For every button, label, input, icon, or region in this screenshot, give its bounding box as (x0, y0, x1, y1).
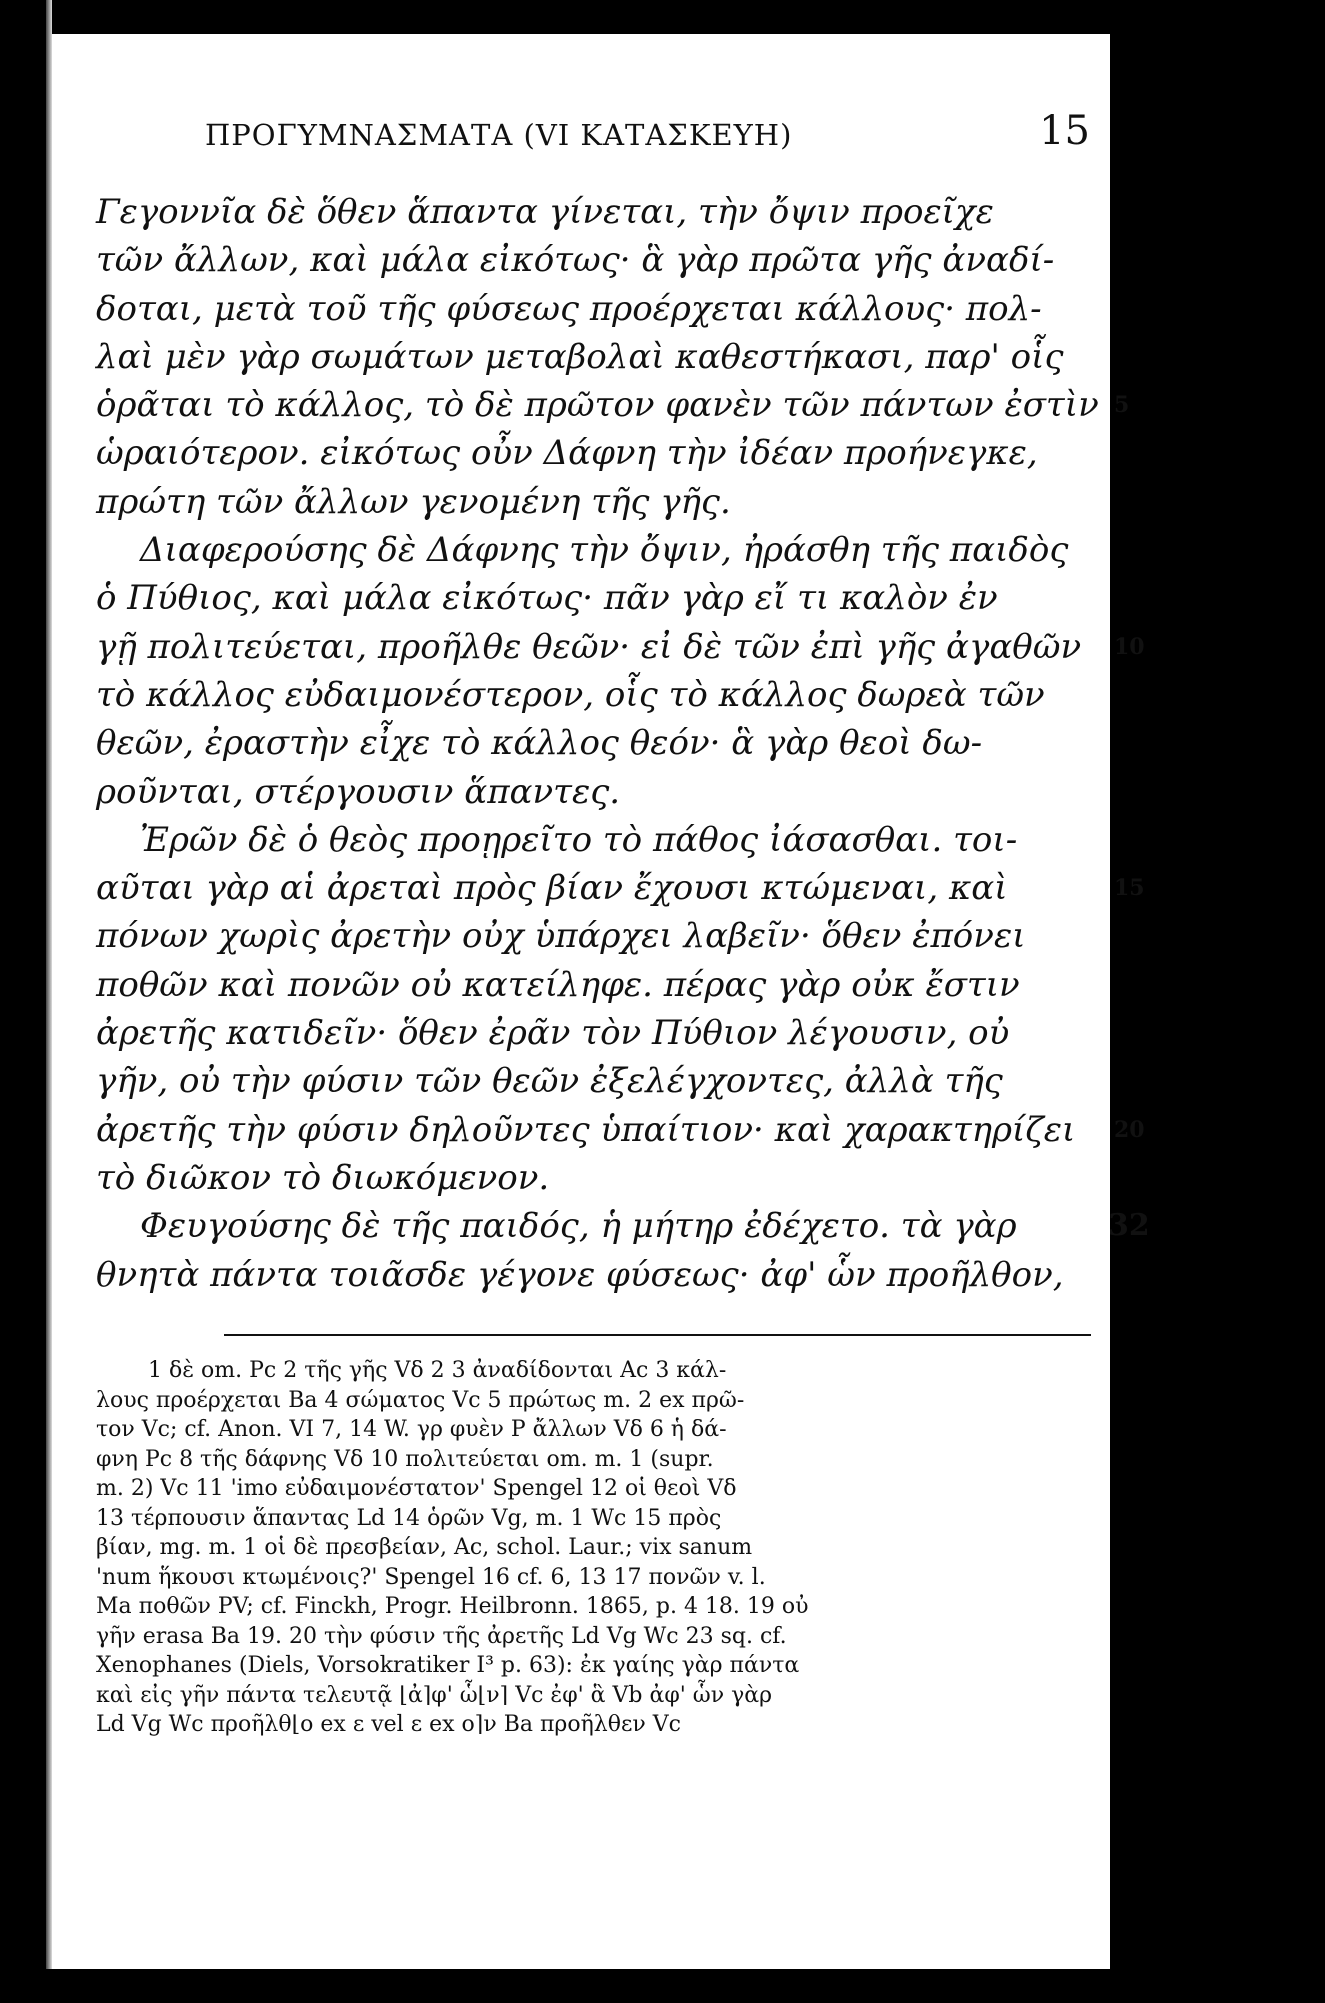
text-line-content: ὁ Πύθιος, καὶ μάλα εἰκότως· πᾶν γὰρ εἴ τι καλὸν ἐν (96, 578, 998, 619)
text-line (96, 768, 1116, 816)
text-line-content: τὸ κάλλος εὐδαιμονέστερον, οἷς τὸ κάλλος δωρεὰ τῶν (96, 674, 1045, 715)
text-line-content: γῆν, οὐ τὴν φύσιν τῶν θεῶν ἐξελέγχοντες, ἀλλὰ τῆς (96, 1061, 1003, 1102)
text-line (96, 1202, 1150, 1250)
text-line-content: ροῦνται, στέργουσιν ἅπαντες. (96, 771, 621, 812)
text-line-content: ἀρετῆς κατιδεῖν· ὅθεν ἐρᾶν τὸν Πύθιον λέγουσιν, οὐ (96, 1013, 1010, 1054)
text-line (96, 333, 1116, 381)
scan-bottom-border (0, 1969, 1325, 2003)
text-line-content: ἀρετῆς τὴν φύσιν δηλοῦντες ὑπαίτιον· καὶ χαρακτηρίζει (96, 1109, 1076, 1150)
footnote-line: τον Vc; cf. Anon. VI 7, 14 W. γρ φυὲν P ἄλλων Vδ 6 ἡ δά- (96, 1417, 727, 1442)
footnote-line: m. 2) Vc 11 'imo εὐδαιμονέστατον' Spengel 12 οἱ θεοὶ Vδ (96, 1476, 737, 1501)
footnotes (96, 1356, 1096, 1740)
text-line (96, 526, 1116, 574)
text-line (96, 1057, 1116, 1105)
footnote-line: βίαν, mg. m. 1 οἱ δὲ πρεσβείαν, Ac, schol. Laur.; vix sanum (96, 1535, 753, 1560)
running-head: ΠΡΟΓΥΜΝΑΣΜΑΤΑ (VI ΚΑΤΑΣΚΕΥΗ) (205, 118, 793, 152)
text-line (96, 864, 1145, 912)
main-text (96, 188, 1150, 1299)
footnote-line: καὶ εἰς γῆν πάντα τελευτᾷ ⌊ἀ⌉φ' ὧ⌊ν⌉ Vc ἐφ' ἃ Vb ἀφ' ὧν γὰρ (96, 1682, 773, 1708)
footnote-line: 'num ἥκουσι κτωμένοις?' Spengel 16 cf. 6, 13 17 πονῶν v. l. (96, 1564, 766, 1590)
text-line (96, 236, 1116, 284)
text-line (96, 671, 1116, 719)
line-number: 15 (1114, 875, 1145, 902)
text-line (96, 574, 1116, 622)
text-line (96, 478, 1116, 526)
footnote-line: γῆν erasa Ba 19. 20 τὴν φύσιν τῆς ἀρετῆς Ld Vg Wc 23 sq. cf. (96, 1623, 787, 1649)
text-line (96, 816, 1116, 864)
text-line-content: ὡραιότερον. εἰκότως οὖν Δάφνη τὴν ἰδέαν προήνεγκε, (96, 433, 1038, 474)
text-line (96, 961, 1116, 1009)
text-line-content: Γεγοννῖα δὲ ὅθεν ἅπαντα γίνεται, τὴν ὄψιν προεῖχε (96, 192, 994, 232)
text-line (96, 1106, 1145, 1154)
text-line-content: θνητὰ πάντα τοιᾶσδε γέγονε φύσεως· ἀφ' ὧν προῆλθον, (96, 1254, 1064, 1295)
text-line (96, 912, 1116, 960)
footnote-line: Ld Vg Wc προῆλθ⌊ο ex ε vel ε ex ο⌉ν Ba προῆλθεν Vc (96, 1712, 681, 1737)
text-line (96, 719, 1116, 767)
scan-left-border (0, 0, 46, 2003)
text-line (96, 1009, 1116, 1057)
page-header (205, 106, 1090, 162)
footnote-line: λους προέρχεται Ba 4 σώματος Vc 5 πρώτως m. 2 ex πρῶ- (96, 1387, 745, 1413)
text-line-content: αῦται γὰρ αἱ ἀρεταὶ πρὸς βίαν ἔχουσι κτώμεναι, καὶ (96, 868, 1008, 909)
line-number: 5 (1114, 392, 1130, 419)
footnote-line: φνη Pc 8 τῆς δάφνης Vδ 10 πολιτεύεται om. m. 1 (supr. (96, 1446, 714, 1472)
text-line-content: λαὶ μὲν γὰρ σωμάτων μεταβολαὶ καθεστήκασι, παρ' οἷς (96, 336, 1064, 377)
line-number: 20 (1114, 1116, 1145, 1143)
text-line (96, 381, 1130, 429)
text-line (96, 188, 1116, 236)
text-line-content: τῶν ἄλλων, καὶ μάλα εἰκότως· ἃ γὰρ πρῶτα γῆς ἀναδί- (96, 240, 1055, 281)
line-number: 10 (1114, 633, 1145, 660)
text-line-content: ὁρᾶται τὸ κάλλος, τὸ δὲ πρῶτον φανὲν τῶν πάντων ἐστὶν (96, 385, 1099, 426)
footnote-line: 1 δὲ om. Pc 2 τῆς γῆς Vδ 2 3 ἀναδίδονται Ac 3 κάλ- (148, 1358, 727, 1383)
text-line-content: Φευγούσης δὲ τῆς παιδός, ἡ μήτηρ ἐδέχετο. τὰ γὰρ (140, 1206, 1017, 1247)
text-line (96, 623, 1145, 671)
text-line-content: ποθῶν καὶ πονῶν οὐ κατείληφε. πέρας γὰρ οὐκ ἔστιν (96, 964, 1020, 1005)
text-line (96, 429, 1116, 477)
text-line-content: τὸ διῶκον τὸ διωκόμενον. (96, 1157, 550, 1198)
text-line (96, 1251, 1116, 1299)
text-line-content: πρώτη τῶν ἄλλων γενομένη τῆς γῆς. (96, 481, 731, 522)
footnote-line: 13 τέρπουσιν ἅπαντας Ld 14 ὁρῶν Vg, m. 1 Wc 15 πρὸς (96, 1505, 722, 1531)
text-line-content: θεῶν, ἐραστὴν εἶχε τὸ κάλλος θεόν· ἃ γὰρ θεοὶ δω- (96, 723, 983, 764)
text-line (96, 1154, 1116, 1202)
line-number: 32 (1108, 1208, 1150, 1244)
text-line-content: δοται, μετὰ τοῦ τῆς φύσεως προέρχεται κάλλους· πολ- (96, 288, 1042, 329)
footnote-line: Xenophanes (Diels, Vorsokratiker I³ p. 63): ἐκ γαίης γὰρ πάντα (96, 1653, 800, 1678)
text-line-content: Διαφερούσης δὲ Δάφνης τὴν ὄψιν, ἠράσθη τῆς παιδὸς (140, 530, 1069, 571)
text-line-content: γῇ πολιτεύεται, προῆλθε θεῶν· εἰ δὲ τῶν ἐπὶ γῆς ἀγαθῶν (96, 626, 1082, 667)
footnote-rule (224, 1334, 1091, 1336)
text-line-content: πόνων χωρὶς ἀρετὴν οὐχ ὑπάρχει λαβεῖν· ὅθεν ἐπόνει (96, 916, 1026, 957)
scan-right-border (1110, 0, 1325, 2003)
text-line (96, 285, 1116, 333)
page-number: 15 (1039, 108, 1090, 154)
footnote-line: Ma ποθῶν PV; cf. Finckh, Progr. Heilbronn. 1865, p. 4 18. 19 οὐ (96, 1594, 809, 1619)
text-line-content: Ἐρῶν δὲ ὁ θεὸς προῃρεῖτο τὸ πάθος ἰάσασθαι. τοι- (140, 819, 1018, 860)
